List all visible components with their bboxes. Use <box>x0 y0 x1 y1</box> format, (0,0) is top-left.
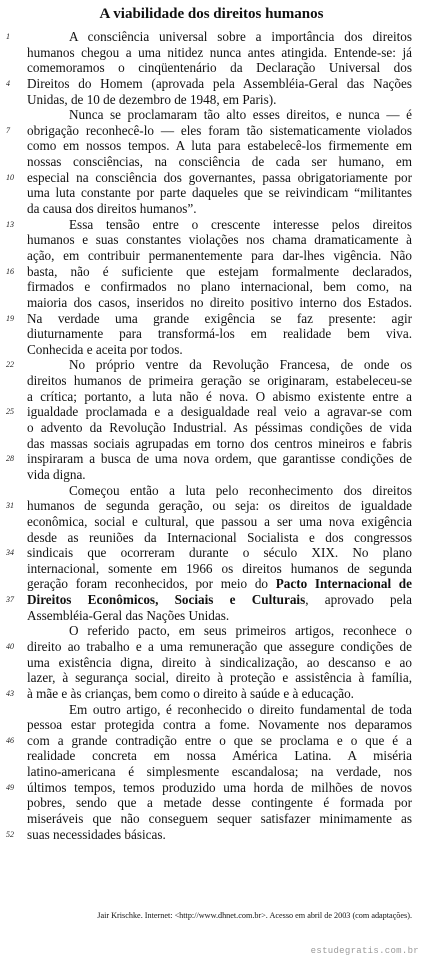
text-line <box>6 685 412 702</box>
line-text-plain: latino-americana é simplesmente escandalosa; na verdade, nos <box>27 764 412 780</box>
line-text-plain: econômica, social e cultural, que passou a ser uma nova exigência <box>27 513 412 529</box>
line-text-plain: humanos e suas constantes violações nos chama dramaticamente à <box>27 232 412 248</box>
line-text <box>27 232 412 248</box>
line-text <box>27 795 412 811</box>
line-text <box>27 138 412 154</box>
text-line <box>27 60 412 76</box>
line-text <box>27 311 412 327</box>
line-text <box>27 764 412 780</box>
line-text-plain: Começou então a luta pelo reconhecimento dos direitos <box>69 482 412 498</box>
line-text <box>27 326 412 342</box>
line-text <box>27 295 412 311</box>
line-text <box>27 201 412 217</box>
text-line <box>27 232 412 248</box>
line-text <box>27 530 412 546</box>
line-text-plain: uma existência digna, direito à sindicalização, ao descanso e ao <box>27 654 412 670</box>
line-text-plain: da causa dos direitos humanos”. <box>27 201 197 217</box>
line-text <box>27 264 412 280</box>
text-line <box>27 623 412 639</box>
text-line <box>27 248 412 264</box>
text-line <box>6 404 412 420</box>
line-text-plain: humanos chegou a uma nitidez nunca antes atingida. Entende-se: já <box>27 44 412 60</box>
line-text-plain: A consciência universal sobre a importância dos direitos <box>69 29 412 44</box>
line-text <box>69 107 412 123</box>
line-number: 46 <box>6 735 14 745</box>
line-text <box>69 702 412 718</box>
line-text-plain: sindicais que ocorreram durante o século XIX. No plano <box>27 545 412 561</box>
text-line <box>6 75 412 92</box>
line-text <box>27 420 412 436</box>
line-text <box>27 248 412 264</box>
text-line <box>6 310 412 327</box>
line-text-plain: obrigação reconhecê-lo — eles foram tão sistematicamente violados <box>27 122 412 138</box>
line-text <box>27 514 412 530</box>
line-text-plain: firmados e confirmados no plano internacional, bem como, na <box>27 279 412 295</box>
text-line <box>27 154 412 170</box>
line-text <box>27 76 412 92</box>
line-text <box>69 483 412 499</box>
line-text-after: , aprovado pela <box>305 592 412 608</box>
text-line <box>27 201 412 217</box>
line-text <box>27 670 412 686</box>
line-text <box>27 827 412 843</box>
line-text-plain: No próprio ventre da Revolução Francesa, de onde os <box>69 357 412 373</box>
text-line <box>6 122 412 139</box>
text-line <box>6 732 412 749</box>
line-text-plain: com a grande contradição entre o que se proclama e o que é a <box>27 732 412 748</box>
line-text <box>27 561 412 577</box>
text-line <box>27 436 412 452</box>
line-number: 49 <box>6 782 14 792</box>
document-title: A viabilidade dos direitos humanos <box>99 6 324 22</box>
line-text <box>27 655 412 671</box>
text-line <box>6 263 412 280</box>
line-text-plain: últimos tempos, temos produzido uma horda de milhões de novos <box>27 779 412 795</box>
text-line <box>27 107 412 123</box>
text-line <box>27 717 412 733</box>
line-text-plain: à mãe e às crianças, bem como o direito à saúde e à educação. <box>27 685 354 701</box>
line-number: 43 <box>6 688 14 698</box>
line-text-plain: o advento da Revolução Industrial. As péssimas condições de vida <box>27 420 412 436</box>
text-line <box>27 342 412 358</box>
document-body <box>6 29 412 842</box>
line-text <box>27 748 412 764</box>
line-number: 22 <box>6 360 14 370</box>
line-text <box>27 404 412 420</box>
line-text <box>27 608 412 624</box>
text-line <box>27 279 412 295</box>
line-text-plain: inspiraram a busca de uma nova ordem, que garantisse condições de <box>27 451 412 467</box>
line-number: 13 <box>6 219 14 229</box>
line-text-plain: vida digna. <box>27 466 86 482</box>
line-text-plain: diuturnamente para transformá-los em realidade bem viva. <box>27 326 412 342</box>
line-text <box>27 717 412 733</box>
text-line <box>27 373 412 389</box>
line-text <box>27 780 412 796</box>
line-text-plain: a crítica; portanto, a luta não é nova. O abismo existente entre a <box>27 388 412 404</box>
text-line <box>27 811 412 827</box>
line-text-plain: pobres, sendo que a metade desse contingente é formada por <box>27 795 412 811</box>
text-line <box>27 795 412 811</box>
text-line <box>27 748 412 764</box>
text-line <box>6 592 412 608</box>
line-text-bold: Direitos Econômicos, Sociais e Culturais <box>27 592 306 608</box>
line-number: 16 <box>6 266 14 276</box>
text-line <box>27 420 412 436</box>
line-text <box>27 467 412 483</box>
text-line <box>6 638 412 655</box>
line-text-plain: suas necessidades básicas. <box>27 826 166 842</box>
text-line <box>27 45 412 61</box>
line-text <box>27 170 412 186</box>
text-line <box>27 561 412 577</box>
line-text <box>27 92 412 108</box>
line-text <box>69 623 412 639</box>
line-text-plain: realidade concreta em nossa América Latina. A miséria <box>27 748 412 764</box>
text-line <box>6 169 412 186</box>
line-text <box>27 185 412 201</box>
line-text-plain: direito ao trabalho e a uma remuneração que assegure condições de <box>27 638 412 654</box>
line-text <box>27 436 412 452</box>
line-text-plain: geração foram reconhecidos, por meio do <box>27 576 276 592</box>
line-text <box>27 154 412 170</box>
line-text <box>27 279 412 295</box>
text-line <box>6 29 412 45</box>
line-text <box>27 342 412 358</box>
line-text <box>27 545 412 561</box>
source-citation: Jair Krischke. Internet: <http://www.dhnet.com.br>. Acesso em abril de 2003 (com adaptações). <box>97 911 412 920</box>
line-text-plain: basta, não é suficiente que estejam formalmente declarados, <box>27 263 412 279</box>
line-text-plain: miseráveis que não conseguem sequer satisfazer minimamente as <box>27 811 412 827</box>
line-text-plain: uma luta constante por parte daqueles que se reivindicam “militantes <box>27 185 412 201</box>
line-number: 31 <box>6 501 14 511</box>
text-line <box>27 295 412 311</box>
text-line <box>27 467 412 483</box>
line-text-plain: Na verdade uma grande exigência se faz presente: agir <box>27 310 412 326</box>
text-line <box>6 779 412 796</box>
text-line <box>6 357 412 373</box>
line-text-plain: Assembléia-Geral das Nações Unidas. <box>27 607 230 623</box>
text-line <box>6 451 412 467</box>
line-text-plain: igualdade proclamada e a desigualdade real veio a agravar-se com <box>27 404 412 420</box>
line-text-plain: Em outro artigo, é reconhecido o direito fundamental de toda <box>69 701 412 717</box>
line-text <box>27 811 412 827</box>
text-line <box>27 608 412 624</box>
line-text-plain: internacional, somente em 1966 os direitos humanos de segunda <box>27 560 412 576</box>
text-line <box>27 483 412 499</box>
text-line <box>27 655 412 671</box>
text-line <box>27 670 412 686</box>
line-text-plain: Nunca se proclamaram tão alto esses direitos, e nunca — é <box>69 107 412 123</box>
line-number: 10 <box>6 172 14 182</box>
line-text-plain: das massas sociais agrupadas em torno dos centros mineiros e fabris <box>27 435 412 451</box>
line-text-plain: Direitos do Homem (aprovada pela Assembléia-Geral das Nações <box>27 75 412 91</box>
line-text-plain: nossas consciências, na consciência de cada ser humano, em <box>27 154 412 170</box>
text-line <box>27 764 412 780</box>
line-text-plain: humanos de segunda geração, ou seja: os direitos de igualdade <box>27 498 412 514</box>
line-text-plain: desde as reuniões da Internacional Socialista e dos congressos <box>27 529 412 545</box>
line-number: 40 <box>6 641 14 651</box>
line-text <box>27 389 412 405</box>
line-number: 28 <box>6 454 14 464</box>
line-text-plain: pessoa estar protegida contra a fome. Novamente nos deparamos <box>27 717 412 733</box>
text-line <box>27 138 412 154</box>
line-text-bold: Pacto Internacional de <box>275 576 412 592</box>
line-text-plain: Essa tensão entre o crescente interesse pelos direitos <box>69 216 412 232</box>
line-number: 34 <box>6 548 14 558</box>
line-text-plain: direitos humanos de primeira geração se originaram, estabeleceu-se <box>27 373 412 389</box>
text-line <box>27 702 412 718</box>
line-text <box>27 576 412 592</box>
line-text <box>27 45 412 61</box>
line-text-plain: O referido pacto, em seus primeiros artigos, reconhece o <box>69 623 412 639</box>
line-text <box>27 123 412 139</box>
text-line <box>6 498 412 514</box>
line-number: 1 <box>6 32 10 41</box>
line-number: 25 <box>6 407 14 417</box>
line-text-plain: comemoramos o cinqüentenário da Declaração Universal dos <box>27 60 412 76</box>
line-text <box>27 592 412 608</box>
line-text <box>27 639 412 655</box>
line-text-plain: ação, em contribuir permanentemente para dar-lhes vigência. Não <box>27 247 412 263</box>
text-line <box>27 326 412 342</box>
text-line <box>27 389 412 405</box>
line-text <box>27 733 412 749</box>
line-text <box>69 217 412 233</box>
text-line <box>27 576 412 592</box>
line-number: 19 <box>6 313 14 323</box>
line-number: 52 <box>6 829 14 839</box>
line-number: 7 <box>6 125 10 135</box>
line-text-plain: Conhecida e aceita por todos. <box>27 341 183 357</box>
text-line <box>6 545 412 561</box>
text-line <box>27 530 412 546</box>
text-line <box>27 92 412 108</box>
line-text <box>27 686 412 702</box>
line-text <box>69 29 412 45</box>
text-line <box>6 216 412 233</box>
text-line <box>27 514 412 530</box>
line-number: 37 <box>6 595 14 605</box>
line-text <box>27 498 412 514</box>
line-text <box>69 357 412 373</box>
line-text <box>27 451 412 467</box>
line-text-plain: Unidas, de 10 de dezembro de 1948, em Paris). <box>27 91 277 107</box>
line-text-plain: maioria dos casos, inseridos no direito positivo interno dos Estados. <box>27 294 412 310</box>
line-text-plain: lazer, à segurança social, direito à proteção e assistência à família, <box>27 670 412 686</box>
line-text <box>27 60 412 76</box>
line-text-plain: como em nossos tempos. A luta para estabelecê-los firmemente em <box>27 138 412 154</box>
line-text <box>27 373 412 389</box>
text-line <box>6 826 412 843</box>
line-text-plain: especial na consciência dos governantes, passa obrigatoriamente por <box>27 169 412 185</box>
text-line <box>27 185 412 201</box>
line-number: 4 <box>6 78 10 88</box>
site-watermark: estudegratis.com.br <box>310 946 419 956</box>
